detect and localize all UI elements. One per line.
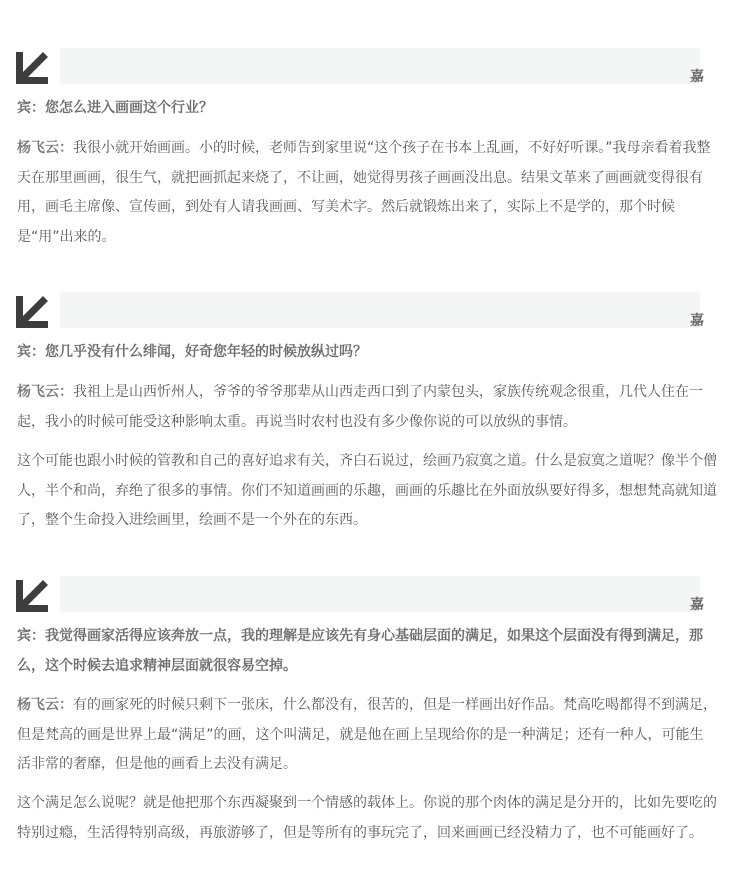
guest-tag: 嘉 [690, 597, 704, 613]
question-text: 宾：您几乎没有什么绯闻，好奇您年轻的时候放纵过吗？ [17, 344, 367, 360]
arrow-down-left-icon [16, 294, 50, 328]
arrow-down-left-icon [16, 50, 50, 84]
guest-header [16, 292, 710, 328]
answer-paragraph [17, 378, 717, 437]
answer-text: 有的画家死的时候只剩下一张床，什么都没有，很苦的，但是一样画出好作品。梵高吃喝都得不到满足，但是梵高的画是世界上最“满足”的画，这个叫满足，就是他在画上呈现给你的是一种满足；还有一种人，可能生活非常的奢靡，但是他的画看上去没有满足。 [17, 697, 717, 773]
answer-text: 我祖上是山西忻州人，爷爷的爷爷那辈从山西走西口到了内蒙包头，家族传统观念很重，几代人住在一起，我小的时候可能受这种影响太重。再说当时农村也没有多少像你说的可以放纵的事情。 [17, 384, 703, 430]
answer-paragraph [17, 134, 717, 252]
guest-header [16, 48, 710, 84]
answer-text: 我很小就开始画画。小的时候，老师告到家里说“这个孩子在书本上乱画，不好好听课。”我母亲看着我整天在那里画画，很生气，就把画抓起来烧了，不让画，她觉得男孩子画画没出息。结果文革来了画画就变得很有用，画毛主席像、宣传画，到处有人请我画画、写美术字。然后就锻炼出来了，实际上不是学的，那个时候是“用”出来的。 [17, 140, 711, 245]
arrow-down-left-icon [16, 578, 50, 612]
header-strip [60, 292, 700, 328]
answer-paragraph [17, 789, 717, 848]
header-strip [60, 576, 700, 612]
answer-text: 这个可能也跟小时候的管教和自己的喜好追求有关，齐白石说过，绘画乃寂寞之道。什么是寂寞之道呢？像半个僧人，半个和尚，弃绝了很多的事情。你们不知道画画的乐趣，画画的乐趣比在外面放纵要好得多，想想梵高就知道了，整个生命投入进绘画里，绘画不是一个外在的东西。 [17, 453, 717, 529]
answer-text: 这个满足怎么说呢？就是他把那个东西凝聚到一个情感的载体上。你说的那个肉体的满足是分开的，比如先要吃的特别过瘾，生活得特别高级，再旅游够了，但是等所有的事玩完了，回来画画已经没精力了，也不可能画好了。 [17, 795, 717, 841]
speaker-name: 杨飞云： [17, 697, 73, 713]
guest-tag: 嘉 [690, 313, 704, 329]
guest-tag: 嘉 [690, 69, 704, 85]
guest-header [16, 576, 710, 612]
header-strip [60, 48, 700, 84]
speaker-name: 杨飞云： [17, 140, 73, 156]
question-text: 宾：我觉得画家活得应该奔放一点，我的理解是应该先有身心基础层面的满足，如果这个层面没有得到满足，那么，这个时候去追求精神层面就很容易空掉。 [17, 628, 703, 674]
speaker-name: 杨飞云： [17, 384, 73, 400]
answer-paragraph [17, 447, 717, 536]
answer-paragraph [17, 691, 717, 780]
question-text: 宾：您怎么进入画画这个行业？ [17, 100, 213, 116]
